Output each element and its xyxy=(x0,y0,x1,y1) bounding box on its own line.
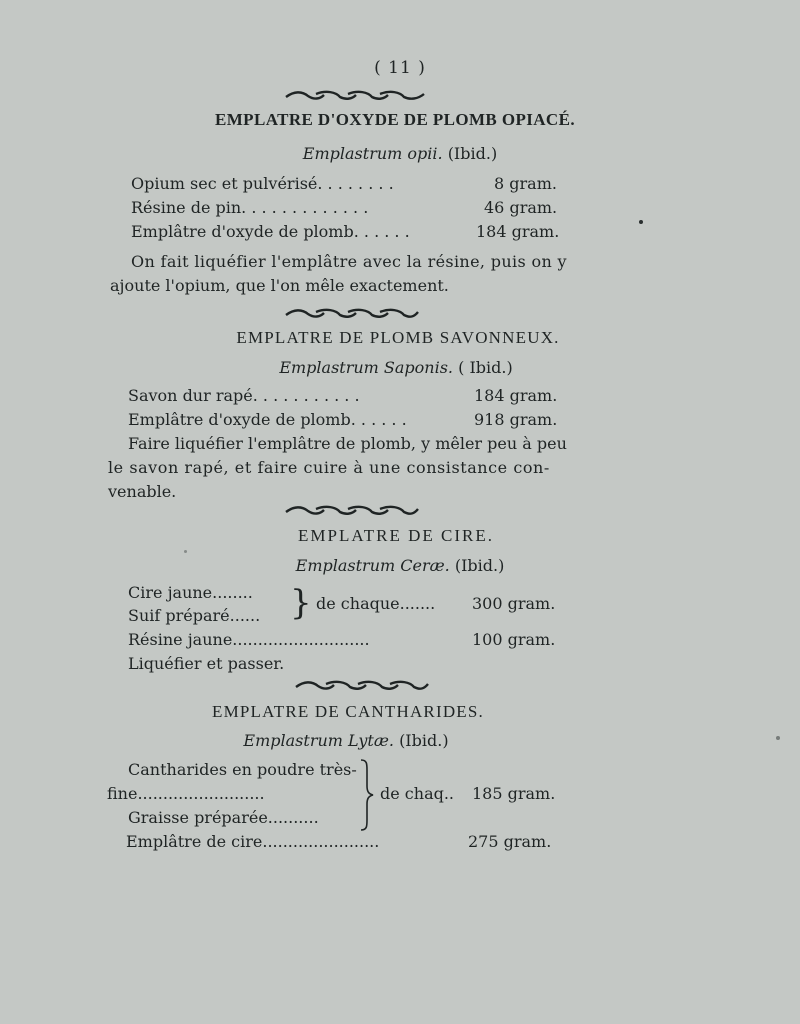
ornament-divider xyxy=(294,678,430,692)
ornament-divider xyxy=(284,88,426,102)
ingredient-amount: 46 gram. xyxy=(484,198,558,217)
section-title: EMPLATRE D'OXYDE DE PLOMB OPIACÉ. xyxy=(215,110,575,129)
ingredient-amount: 100 gram. xyxy=(472,630,556,649)
paper-speck xyxy=(639,220,643,224)
ingredient-label: Savon dur rapé. . . . . . . . . . . xyxy=(128,386,360,405)
grouped-ingredient: fine......................... xyxy=(107,784,265,803)
brace: } xyxy=(290,583,312,623)
ingredient-amount: 184 gram. xyxy=(476,222,560,241)
ingredient-amount: 275 gram. xyxy=(468,832,552,851)
ingredient-amount: 8 gram. xyxy=(494,174,557,193)
paragraph-line: Liquéfier et passer. xyxy=(128,654,285,673)
paragraph-line: ajoute l'opium, que l'on mêle exactement. xyxy=(110,276,449,295)
ingredient-label: Opium sec et pulvérisé. . . . . . . . xyxy=(131,174,394,193)
paper-speck xyxy=(184,550,187,553)
ingredient-label: Emplâtre d'oxyde de plomb. . . . . . xyxy=(128,410,407,429)
ingredient-amount: 185 gram. xyxy=(472,784,556,803)
grouped-ingredient: Cire jaune........ xyxy=(128,583,253,602)
page-number: ( 11 ) xyxy=(374,58,426,78)
ornament-divider xyxy=(284,503,420,517)
ingredient-label: Emplâtre de cire....................... xyxy=(126,832,380,851)
paragraph-line: venable. xyxy=(108,482,177,501)
ingredient-amount: 300 gram. xyxy=(472,594,556,613)
ingredient-label: Emplâtre d'oxyde de plomb. . . . . . xyxy=(131,222,410,241)
section-subtitle: Emplastrum opii. (Ibid.) xyxy=(302,144,498,163)
ingredient-label: Résine jaune........................... xyxy=(128,630,370,649)
section-subtitle: Emplastrum Lytæ. (Ibid.) xyxy=(243,731,449,750)
grouped-text: de chaque....... xyxy=(316,594,436,613)
section-subtitle: Emplastrum Saponis. ( Ibid.) xyxy=(279,358,513,377)
grouped-ingredient: Suif préparé...... xyxy=(128,606,261,625)
grouped-ingredient: Graisse préparée.......... xyxy=(128,808,319,827)
section-title: EMPLATRE DE CANTHARIDES. xyxy=(212,702,484,721)
ornament-divider xyxy=(284,306,420,320)
section-title: EMPLATRE DE PLOMB SAVONNEUX. xyxy=(236,328,560,347)
paragraph-line: le savon rapé, et faire cuire à une consistance con- xyxy=(108,458,550,477)
paper-speck xyxy=(776,736,780,740)
section-title: EMPLATRE DE CIRE. xyxy=(298,526,494,545)
brace xyxy=(358,758,376,832)
grouped-ingredient: Cantharides en poudre très- xyxy=(128,760,357,779)
ingredient-amount: 918 gram. xyxy=(474,410,558,429)
paragraph-line: Faire liquéfier l'emplâtre de plomb, y mêler peu à peu xyxy=(128,434,567,453)
ingredient-label: Résine de pin. . . . . . . . . . . . . xyxy=(131,198,369,217)
ingredient-amount: 184 gram. xyxy=(474,386,558,405)
grouped-text: de chaq.. xyxy=(380,784,455,803)
section-subtitle: Emplastrum Ceræ. (Ibid.) xyxy=(295,556,505,575)
paragraph-line: On fait liquéfier l'emplâtre avec la résine, puis on y xyxy=(131,252,567,271)
